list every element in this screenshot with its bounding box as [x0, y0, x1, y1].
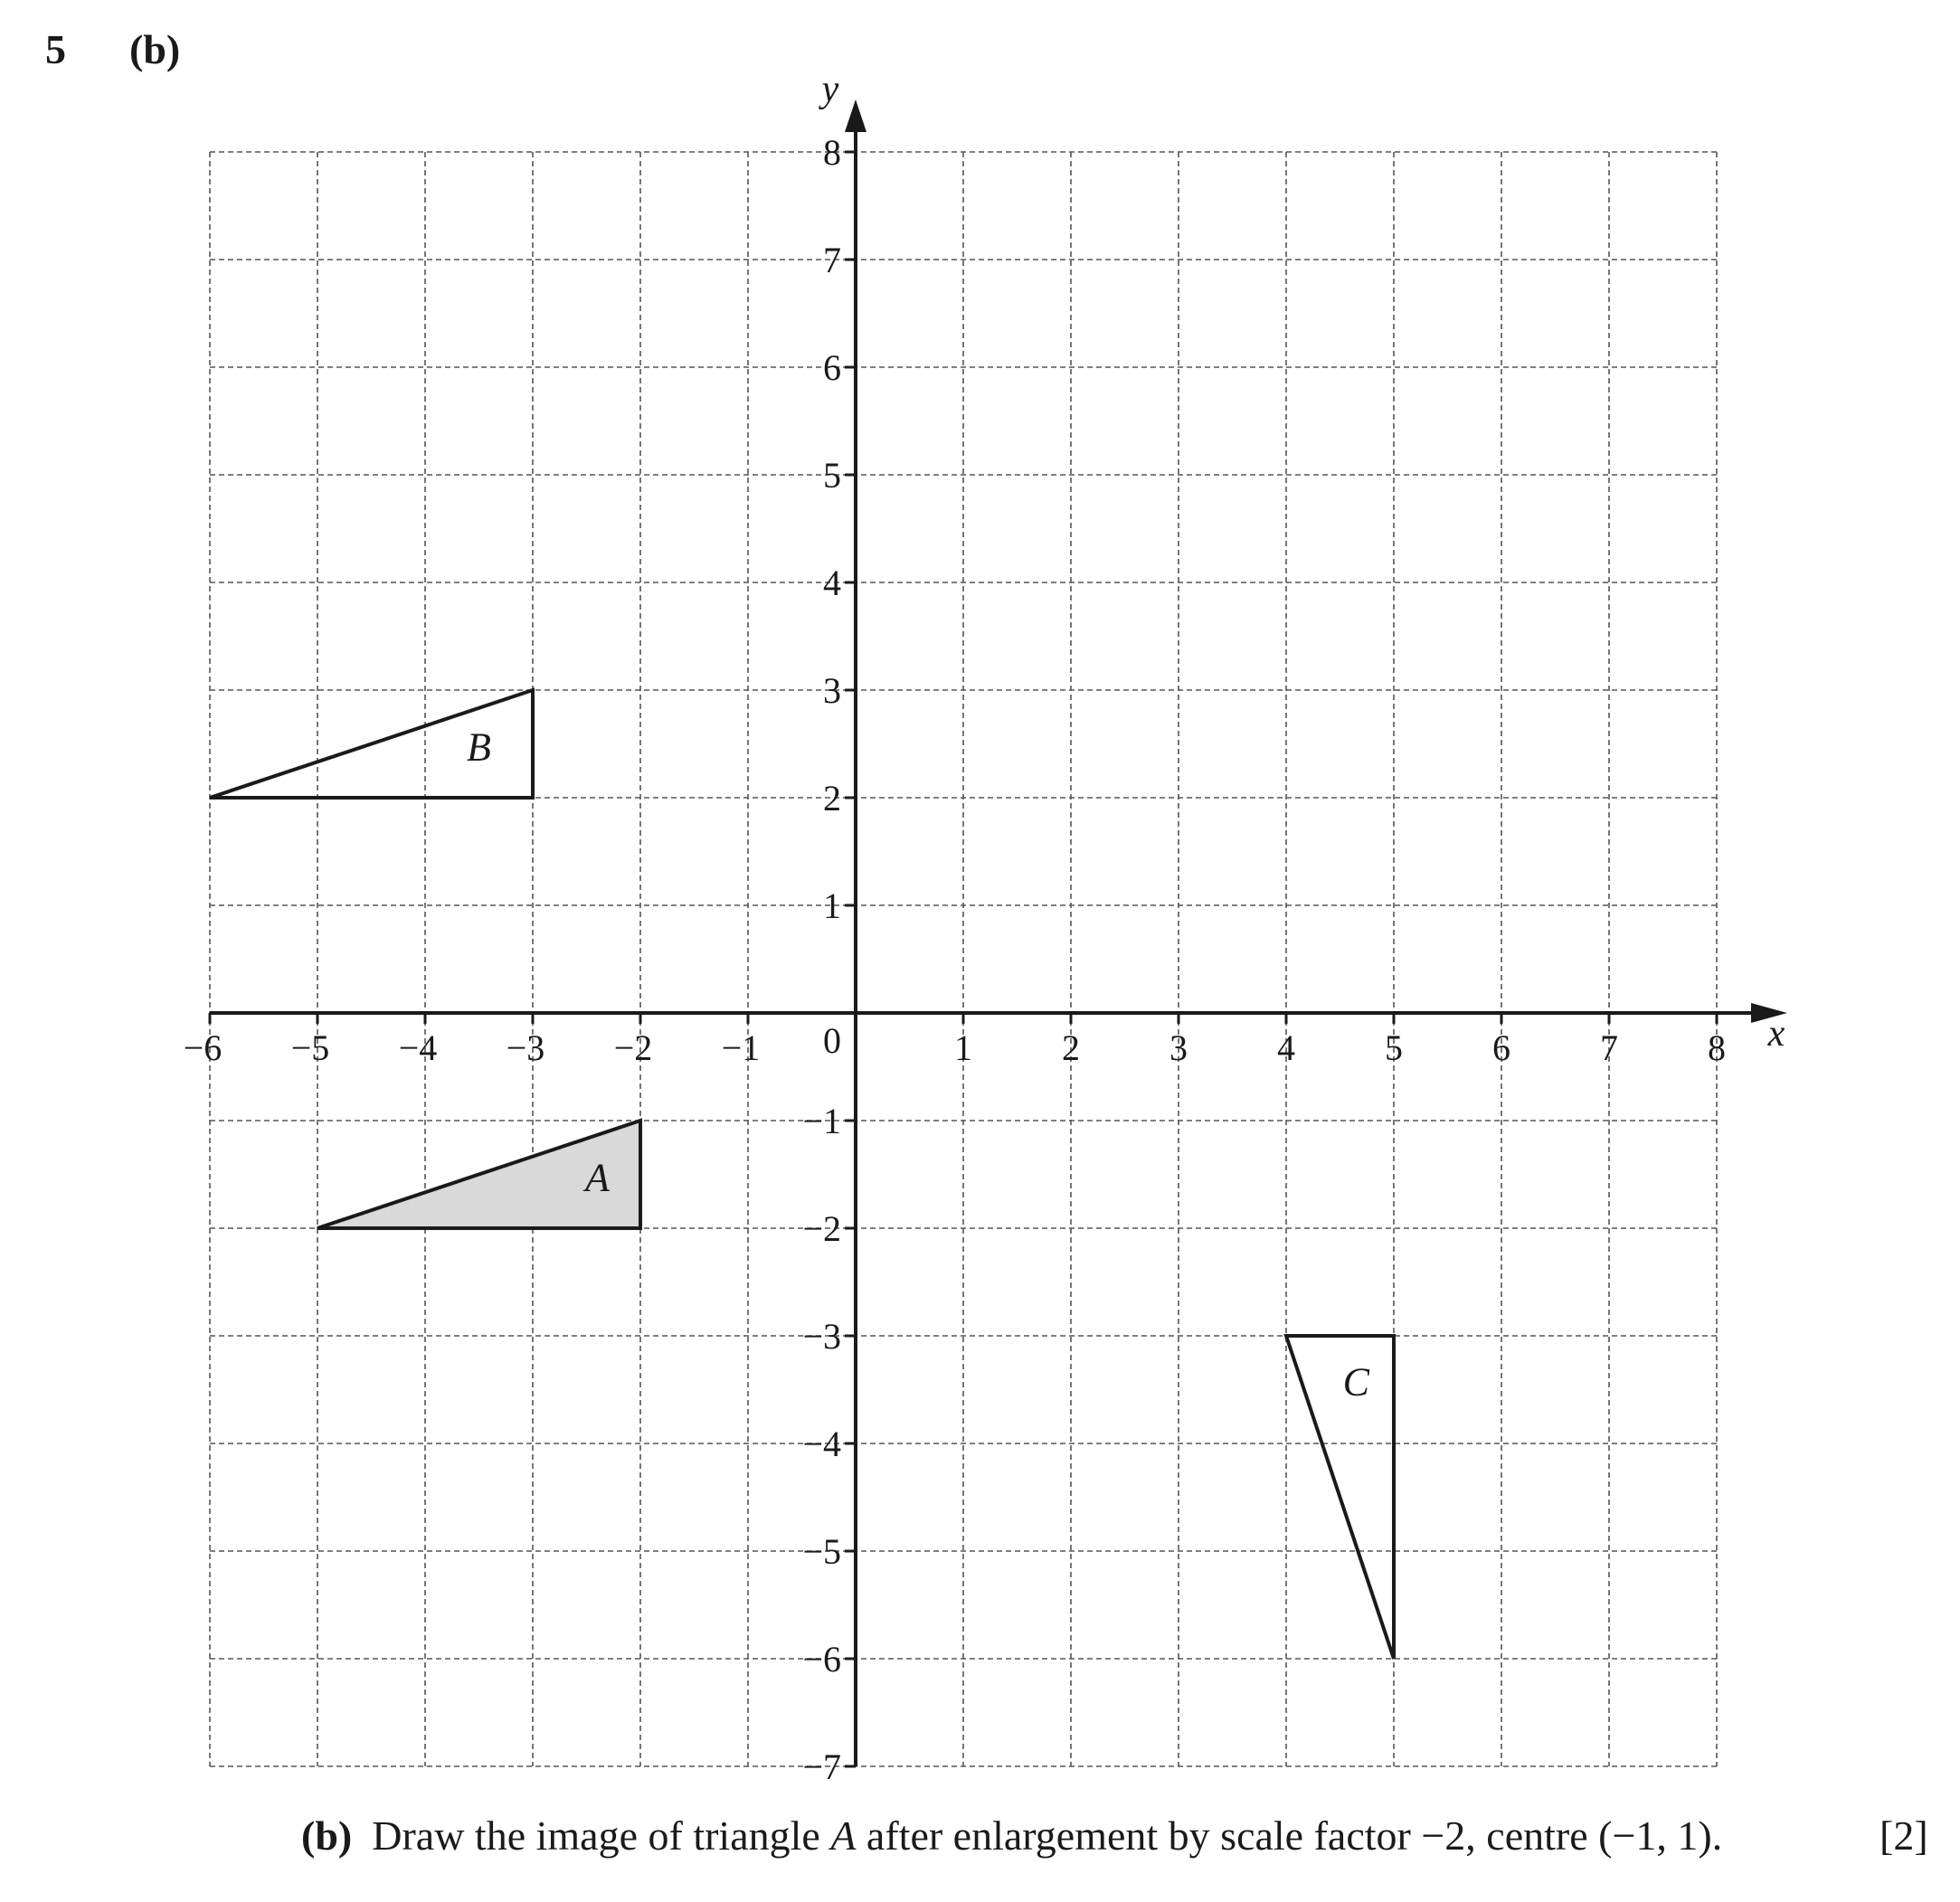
y-tick-label: −4 — [802, 1424, 841, 1464]
y-tick-label: −6 — [802, 1639, 841, 1680]
question-part: (b) — [301, 1812, 353, 1859]
y-tick-label: 2 — [823, 778, 841, 819]
x-tick-label: −5 — [290, 1027, 330, 1068]
x-tick-label: 7 — [1600, 1027, 1618, 1068]
x-tick-label: 8 — [1708, 1027, 1726, 1068]
y-tick-label: 7 — [823, 240, 841, 280]
x-tick-label: 4 — [1277, 1027, 1295, 1068]
x-tick-label: −1 — [721, 1027, 761, 1068]
y-tick-label: −3 — [802, 1316, 841, 1357]
y-tick-label: −5 — [802, 1531, 841, 1572]
question-text-before: Draw the image of triangle — [372, 1812, 831, 1859]
y-tick-label: −2 — [802, 1208, 841, 1249]
x-tick-label: 6 — [1492, 1027, 1510, 1068]
triangle-label-c: C — [1342, 1359, 1370, 1405]
triangle-label-a: A — [584, 1155, 610, 1200]
y-tick-label: 3 — [823, 670, 841, 711]
grid-lines — [210, 152, 1717, 1766]
x-tick-label: −4 — [398, 1027, 438, 1068]
question-text-after: after enlargement by scale factor −2, centre (−1, 1). — [856, 1812, 1723, 1859]
y-tick-label: 1 — [823, 885, 841, 926]
x-tick-label: 5 — [1385, 1027, 1403, 1068]
x-tick-label: 3 — [1169, 1027, 1188, 1068]
marks-label: [2] — [1880, 1812, 1928, 1859]
axes — [210, 99, 1787, 1766]
x-tick-label: −3 — [506, 1027, 545, 1068]
y-axis-label: y — [821, 69, 839, 110]
question-text — [301, 1812, 1722, 1859]
x-tick-label: 2 — [1062, 1027, 1080, 1068]
y-tick-label: −1 — [802, 1101, 841, 1141]
question-part-label: (b) — [129, 26, 181, 72]
origin-label: 0 — [823, 1020, 841, 1061]
tick-labels — [184, 69, 1785, 1787]
triangle-c — [1286, 1336, 1394, 1659]
y-axis-arrow — [845, 99, 866, 132]
question-number: 5 — [45, 26, 66, 72]
y-tick-label: 5 — [823, 455, 841, 496]
x-tick-label: −6 — [183, 1027, 223, 1068]
y-tick-label: 8 — [823, 132, 841, 173]
triangle-label-b: B — [467, 724, 491, 770]
x-tick-label: 1 — [954, 1027, 972, 1068]
question-shape-ref: A — [830, 1812, 857, 1859]
y-tick-label: 4 — [823, 563, 841, 603]
triangles — [210, 690, 1394, 1659]
x-tick-label: −2 — [613, 1027, 653, 1068]
y-tick-label: 6 — [823, 347, 841, 388]
y-tick-label: −7 — [802, 1746, 841, 1787]
x-axis-label: x — [1767, 1013, 1785, 1055]
